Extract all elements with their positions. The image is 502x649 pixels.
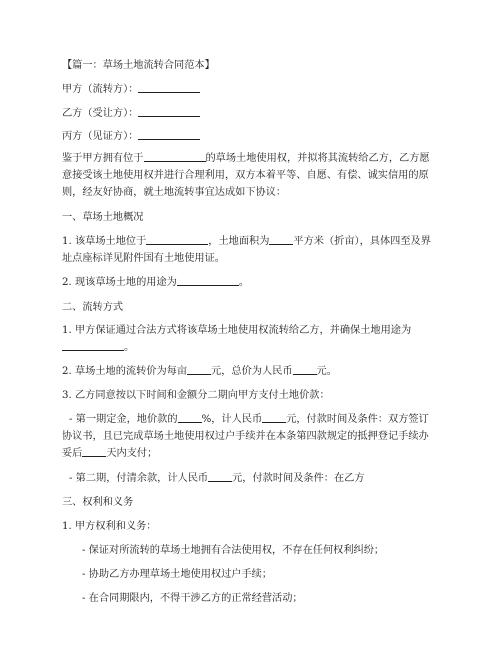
preamble-line-2 <box>62 167 442 184</box>
price-per-mu-blank <box>187 363 211 375</box>
s2-payment-1-line-1 <box>69 411 449 428</box>
s1-item-1-line-1 <box>62 233 442 250</box>
party-yi-label: 乙方（受让方）： <box>62 108 139 119</box>
preamble-text: 鉴于甲方拥有位于 <box>62 153 144 164</box>
clause-text: 1. 该草场土地位于 <box>62 236 147 247</box>
party-bing-blank <box>138 128 200 140</box>
clause-text: 2. 现该草场土地的用途为 <box>62 277 177 288</box>
land-use-blank <box>62 339 124 351</box>
s2-payment-1-line-2 <box>62 428 442 445</box>
s3-bullet-3 <box>82 590 462 607</box>
s2-item-1-line-1 <box>62 322 442 339</box>
clause-text: 元，总价为人民币 <box>211 366 293 377</box>
preamble-line-3 <box>62 184 442 201</box>
preamble-text: 的草场土地使用权，并拟将其流转给乙方，乙方愿 <box>205 153 430 164</box>
balance-blank <box>208 470 232 482</box>
s2-item-1-line-2 <box>62 339 442 356</box>
s2-payment-2 <box>69 470 449 487</box>
heading-text: 二、流转方式 <box>62 302 124 313</box>
party-yi-line <box>62 105 442 122</box>
land-use-blank <box>177 274 239 286</box>
s2-item-2 <box>62 363 442 380</box>
clause-text: 。 <box>238 277 250 288</box>
heading-text: 一、草场土地概况 <box>62 212 144 223</box>
party-yi-blank <box>138 105 200 117</box>
total-price-blank <box>293 363 317 375</box>
clause-text: ，土地面积为 <box>208 236 270 247</box>
clause-text: 元，付款时间及条件：双方签订 <box>286 414 429 425</box>
party-jia-label: 甲方（流转方）： <box>62 84 139 95</box>
clause-text: 元，付款时间及条件：在乙方 <box>232 473 365 484</box>
preamble-line-1 <box>62 150 442 167</box>
clause-text: 协议书，且已完成草场土地使用权过户手续并在本条第四款规定的抵押登记手续办 <box>62 431 429 442</box>
days-blank <box>82 445 106 457</box>
party-jia-line <box>62 81 442 98</box>
clause-text: 1. 甲方权利和义务： <box>62 521 157 532</box>
area-blank <box>269 233 293 245</box>
preamble-text: 意接受该土地使用权并进行合理利用，双方本着平等、自愿、有偿、诚实信用的原 <box>62 170 429 181</box>
clause-text: %，计人民币 <box>201 414 263 425</box>
party-bing-line <box>62 128 442 145</box>
clause-text: 1. 甲方保证通过合法方式将该草场土地使用权流转给乙方，并确保土地用途为 <box>62 325 412 336</box>
clause-text: - 保证对所流转的草场土地拥有合法使用权，不存在任何权利纠纷； <box>82 545 385 556</box>
clause-text: 2. 草场土地的流转价为每亩 <box>62 366 188 377</box>
clause-text: 3. 乙方同意按以下时间和金额分二期向甲方支付土地价款： <box>62 390 330 401</box>
clause-text: 天内支付； <box>106 448 158 459</box>
section-1-heading <box>62 209 442 226</box>
clause-text: 。 <box>124 342 135 353</box>
s2-payment-1-line-3 <box>62 445 442 462</box>
clause-text: - 第二期，付清余款，计人民币 <box>69 473 209 484</box>
section-2-heading <box>62 299 442 316</box>
clause-text: - 协助乙方办理草场土地使用权过户手续； <box>82 569 273 580</box>
section-3-heading <box>62 494 442 511</box>
s2-item-3 <box>62 387 442 404</box>
title-text: 【篇一：草场土地流转合同范本】 <box>62 60 215 71</box>
clause-text: - 在合同期限内，不得干涉乙方的正常经营活动； <box>82 593 303 604</box>
land-location-blank <box>146 233 208 245</box>
party-bing-label: 丙方（见证方）： <box>62 131 139 142</box>
s1-item-1-line-2 <box>62 250 442 267</box>
location-blank <box>144 150 206 162</box>
clause-text: 平方米（折亩），具体四至及界 <box>293 236 431 247</box>
document-title <box>62 57 442 74</box>
clause-text: 址点座标详见附件国有土地使用证。 <box>62 253 225 264</box>
party-jia-blank <box>138 81 200 93</box>
amount-blank <box>262 411 286 423</box>
heading-text: 三、权利和义务 <box>62 497 134 508</box>
s3-item-1 <box>62 518 442 535</box>
clause-text: 元。 <box>316 366 337 377</box>
percent-blank <box>178 411 202 423</box>
clause-text: - 第一期定金，地价款的 <box>69 414 178 425</box>
s3-bullet-2 <box>82 566 462 583</box>
s3-bullet-1 <box>82 542 462 559</box>
preamble-text: 则，经友好协商，就土地流转事宜达成如下协议： <box>62 187 287 198</box>
clause-text: 妥后 <box>62 448 83 459</box>
s1-item-2 <box>62 274 442 291</box>
